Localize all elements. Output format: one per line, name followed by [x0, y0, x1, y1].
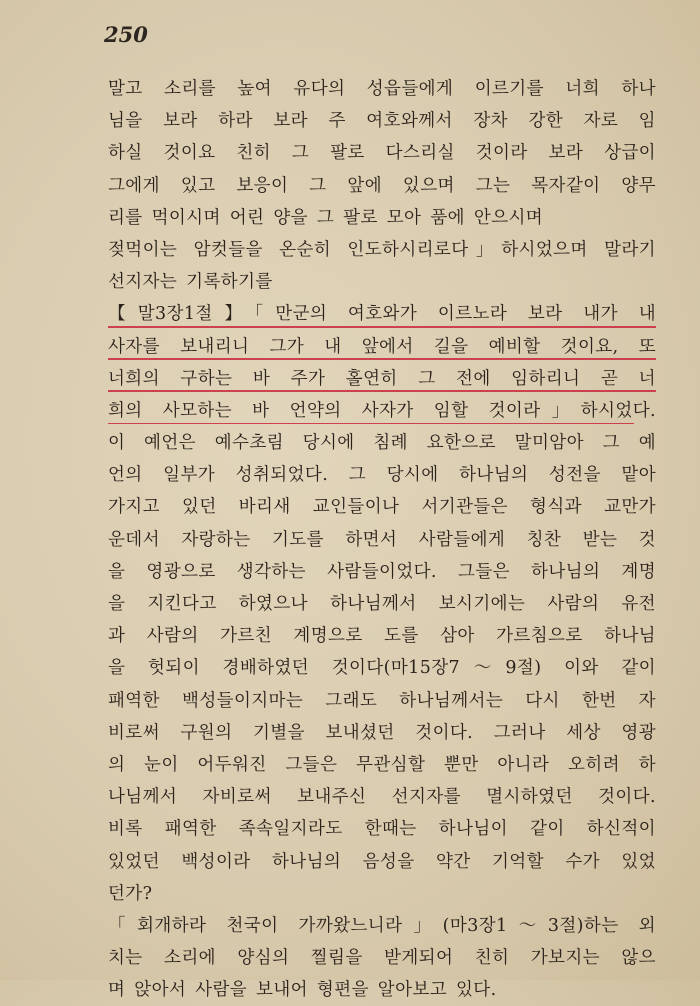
- text-line: 비록 패역한 족속일지라도 한때는 하나님이 같이 하신적이: [108, 819, 656, 840]
- underlined-verse-line: 너희의 구하는 바 주가 홀연히 그 전에 임하리니 곧 너: [108, 363, 656, 395]
- text-line: 젖먹이는 암컷들을 온순히 인도하시리로다」하시었으며 말라기: [108, 239, 656, 260]
- text-line: 하실 것이요 친히 그 팔로 다스리실 것이라 보라 상급이: [108, 143, 656, 164]
- text-line: 말고 소리를 높여 유다의 성읍들에게 이르기를 너희 하나: [108, 79, 656, 99]
- underlined-verse-line: 사자를 보내리니 그가 내 앞에서 길을 예비할 것이요, 또: [108, 331, 656, 363]
- text-line: 패역한 백성들이지마는 그래도 하나님께서는 다시 한번 자: [108, 690, 656, 711]
- text-line: 을 헛되이 경배하였던 것이다(마15장7～9절) 이와 같이: [108, 658, 656, 679]
- text-line: 의 눈이 어두워진 그들은 무관심할 뿐만 아니라 오히려 하: [108, 754, 656, 775]
- text-line: 을 지킨다고 하였으나 하나님께서 보시기에는 사람의 유전: [108, 594, 656, 614]
- text-line: 가지고 있던 바리새 교인들이나 서기관들은 형식과 교만가: [108, 497, 656, 518]
- text-line: 리를 먹이시며 어린 양을 그 팔로 모아 품에 안으시며: [108, 207, 544, 228]
- text-line: 님을 보라 하라 보라 주 여호와께서 장차 강한 자로 임: [108, 111, 656, 132]
- text-line: 그에게 있고 보응이 그 앞에 있으며 그는 목자같이 양무: [108, 175, 656, 196]
- text-line: 선지자는 기록하기를: [108, 272, 273, 293]
- text-line: 치는 소리에 양심의 찔림을 받게되어 친히 가보지는 않으: [108, 948, 656, 969]
- text-line: 「회개하라 천국이 가까왔느니라」(마3장1～3절)하는 외: [108, 915, 656, 936]
- underlined-verse-line: 【말3장1절】「만군의 여호와가 이르노라 보라 내가 내: [108, 298, 656, 330]
- page-number: 250: [104, 22, 148, 47]
- text-line: 을 영광으로 생각하는 사람들이었다. 그들은 하나님의 계명: [108, 561, 656, 582]
- body-text: [108, 73, 656, 1006]
- text-line: 나님께서 자비로써 보내주신 선지자를 멸시하였던 것이다.: [108, 787, 656, 808]
- text-line: 며 앉아서 사람을 보내어 형편을 알아보고 있다.: [108, 980, 497, 1001]
- text-line: 있었던 백성이라 하나님의 음성을 약간 기억할 수가 있었: [108, 851, 656, 872]
- text-line: 이 예언은 예수초림 당시에 침례 요한으로 말미암아 그 예: [108, 433, 656, 454]
- text-line: 과 사람의 가르친 계명으로 도를 삼아 가르침으로 하나님: [108, 626, 656, 647]
- text-line: 운데서 자랑하는 기도를 하면서 사람들에게 칭찬 받는 것: [108, 529, 656, 550]
- text-line: 언의 일부가 성취되었다. 그 당시에 하나님의 성전을 맡아: [108, 465, 656, 486]
- text-line: 던가?: [108, 883, 153, 904]
- text-line: 비로써 구원의 기별을 보내셨던 것이다. 그러나 세상 영광: [108, 722, 656, 743]
- underlined-verse-line: 희의 사모하는 바 언약의 사자가 임할 것이라」하시었다.: [108, 395, 656, 427]
